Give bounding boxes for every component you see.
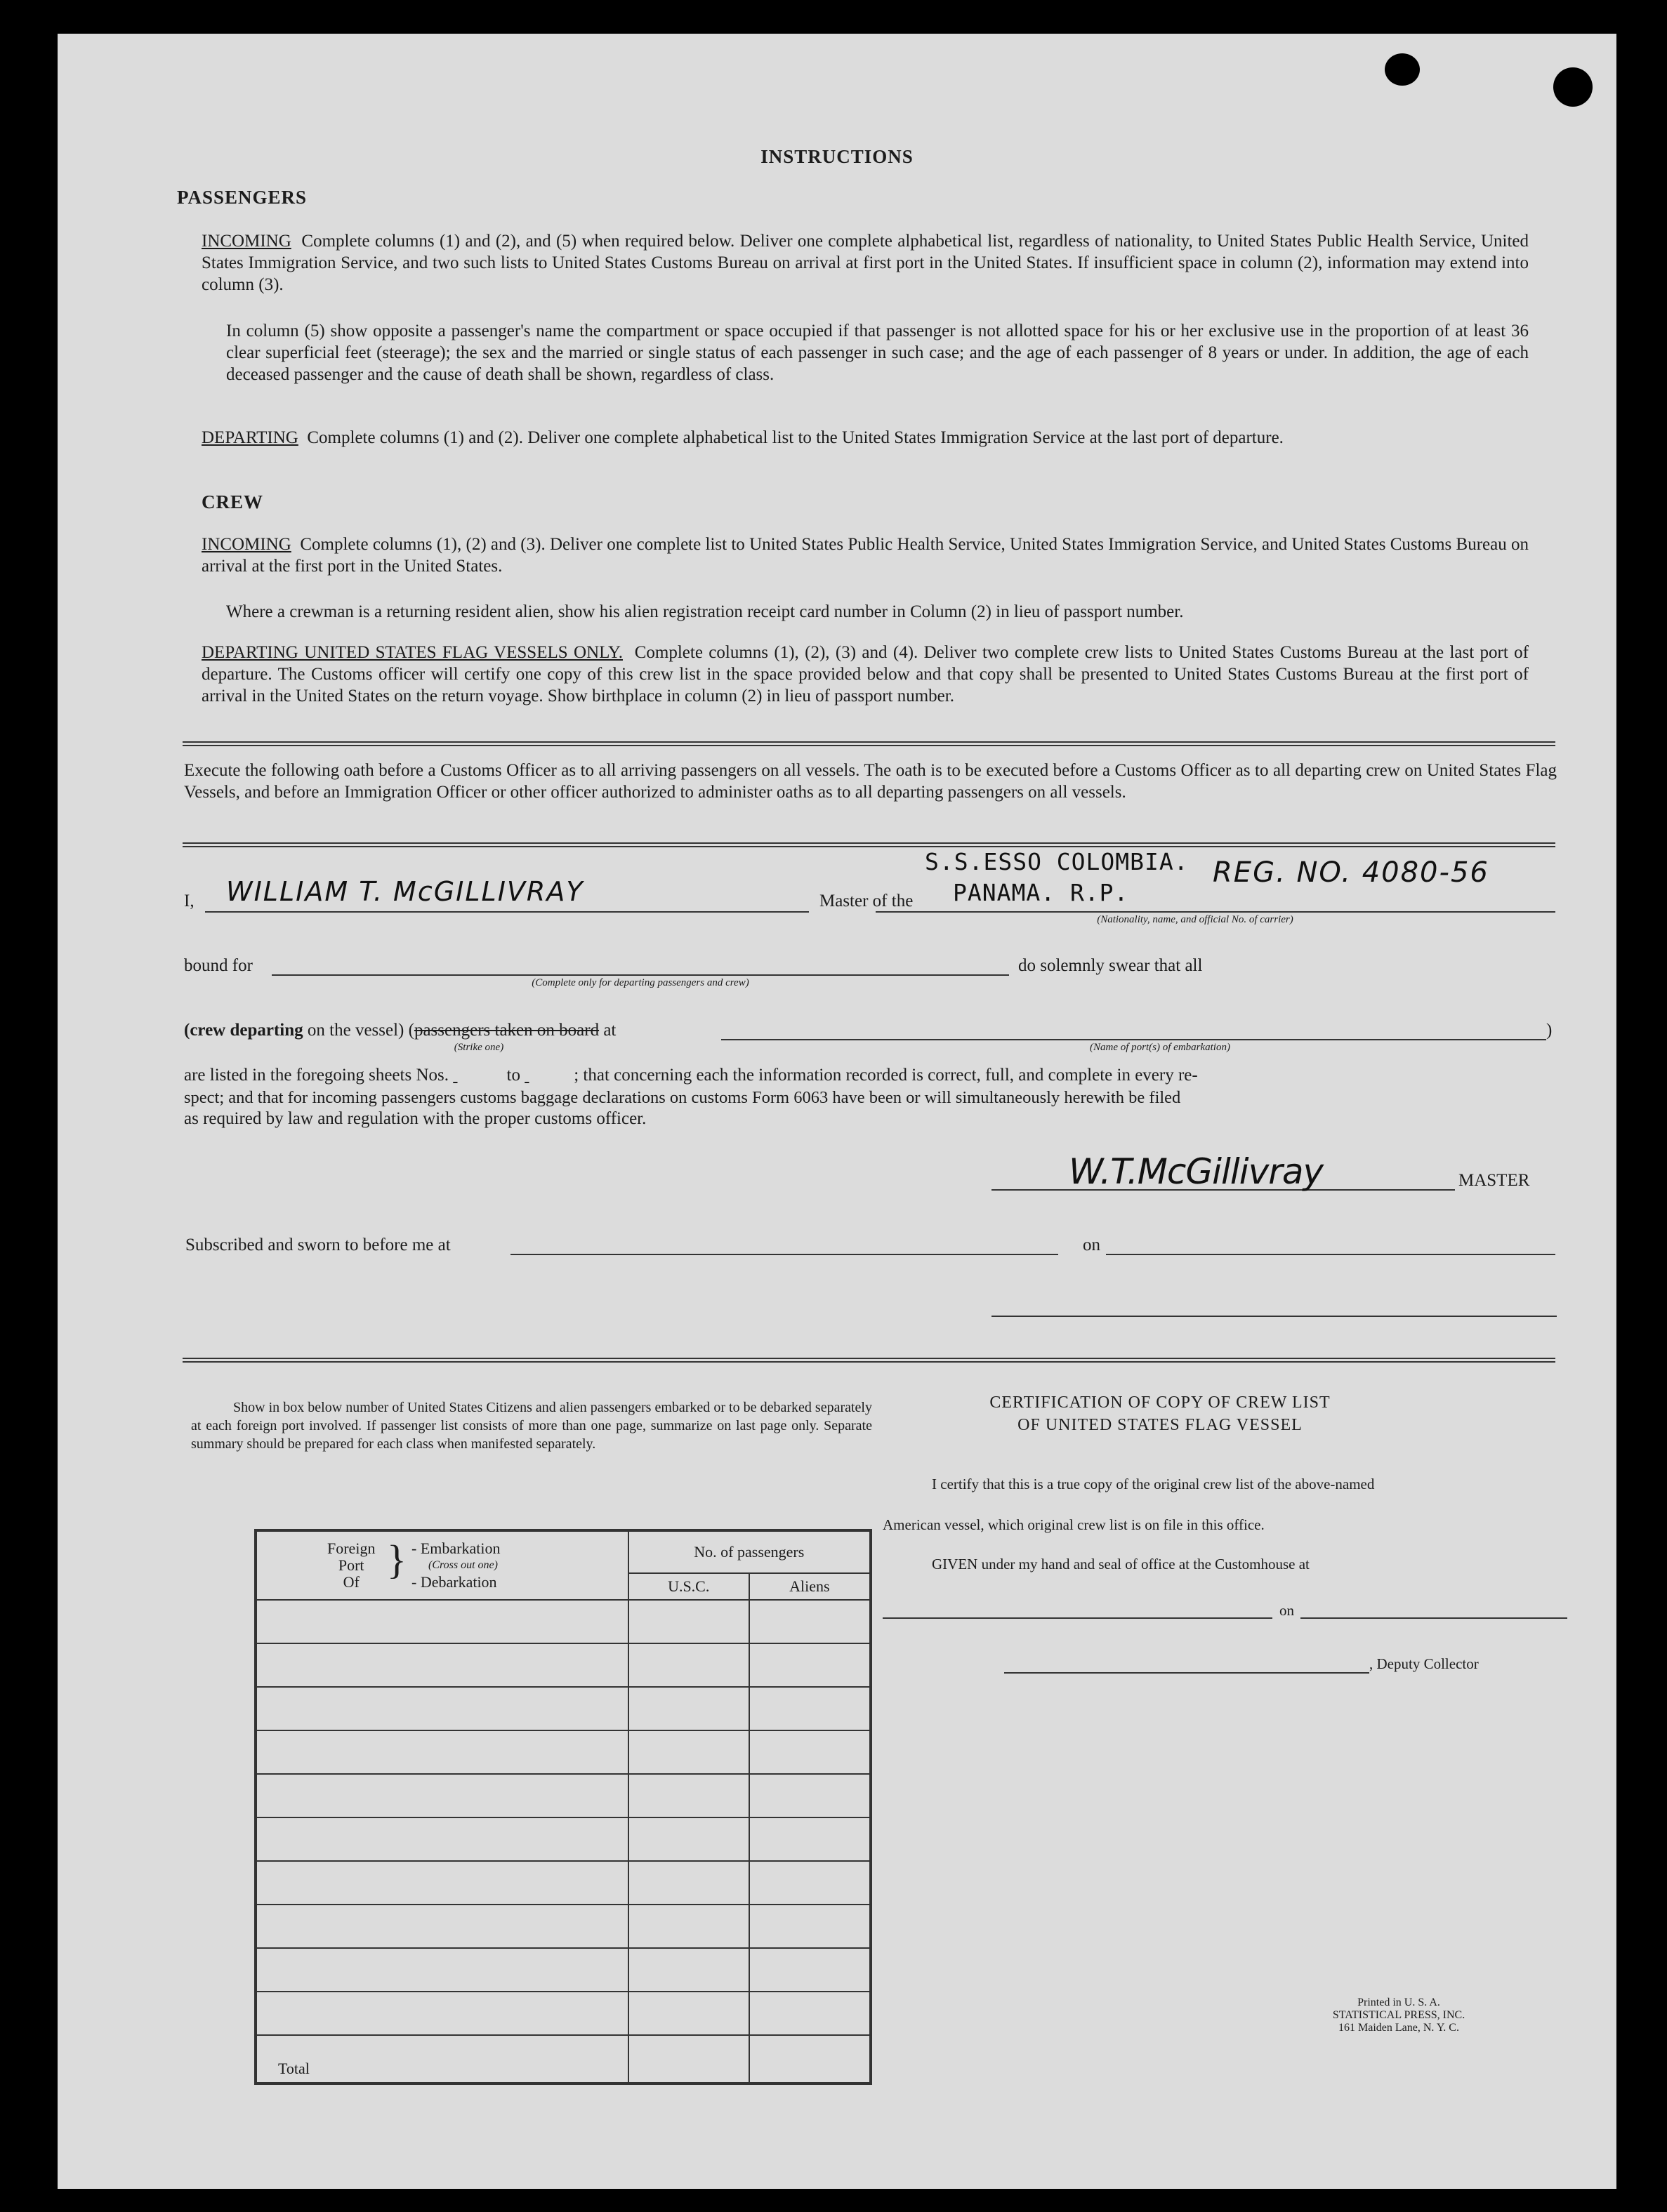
vessel-name[interactable]: S.S.ESSO COLOMBIA.	[925, 848, 1189, 875]
crew-resident: Where a crewman is a returning resident alien, show his alien registration receipt card number in Column (2) in lieu of passport number.	[226, 602, 1184, 621]
certification-on-label: on	[1279, 1602, 1294, 1619]
crew-departing	[202, 642, 1529, 707]
table-row	[256, 1730, 871, 1774]
listed-line1	[184, 1066, 1557, 1085]
certification-title	[900, 1391, 1420, 1436]
passengers-departing-text: Complete columns (1) and (2). Deliver one complete alphabetical list to the United States Immigration Service at the last port of departure.	[307, 428, 1284, 447]
master-name[interactable]: WILLIAM T. McGILLIVRAY	[226, 876, 584, 907]
listed-pre: are listed in the foregoing sheets Nos.	[184, 1066, 449, 1085]
passengers-struck: passengers taken on board	[414, 1021, 600, 1040]
customhouse-line	[883, 1617, 1272, 1619]
ports-line	[721, 1039, 1546, 1040]
swear-text: do solemnly swear that all	[1018, 956, 1203, 975]
ink-blot	[1553, 67, 1593, 107]
crew-heading: CREW	[202, 491, 264, 512]
bound-for-line	[272, 974, 1009, 976]
crew-departing-label: DEPARTING UNITED STATES FLAG VESSELS ONLY.	[202, 643, 623, 662]
deputy-signature-line	[1004, 1672, 1369, 1674]
printer-line1: Printed in U. S. A.	[1357, 1996, 1440, 2008]
table-row	[256, 1992, 871, 2035]
printer-line3: 161 Maiden Lane, N. Y. C.	[1338, 2022, 1459, 2034]
listed-post: ; that concerning each the information recorded is correct, full, and complete in every re-	[574, 1066, 1198, 1085]
certify-line2: American vessel, which original crew list is on file in this office.	[883, 1516, 1265, 1533]
strike-caption: (Strike one)	[454, 1042, 504, 1053]
divider	[183, 842, 1555, 847]
brace-icon: }	[387, 1537, 407, 1582]
certify-line1: I certify that this is a true copy of the original crew list of the above-named	[932, 1476, 1375, 1492]
crew-incoming-text: Complete columns (1), (2) and (3). Deliver one complete list to United States Public Health Service, United States Immigration Service, and United States Customs Bureau on arrival at the first port in the United States.	[202, 535, 1529, 576]
sheet-to[interactable]	[525, 1066, 574, 1085]
oath-intro: Execute the following oath before a Customs Officer as to all arriving passengers on all vessels. The oath is to be executed before a Customs Officer as to all departing crew on United States Flag Vessels, and before an Immigration Officer or other officer authorized to administer oaths as to all departing passengers on all vessels.	[184, 761, 1557, 802]
listed-line2: spect; and that for incoming passengers customs baggage declarations on customs Form 6063 have been or will simultaneously herewith be filed	[184, 1088, 1181, 1107]
table-row	[256, 1905, 871, 1948]
crew-incoming	[202, 534, 1529, 577]
passengers-departing-label: DEPARTING	[202, 428, 298, 447]
table-row	[256, 1687, 871, 1730]
embarkation-option[interactable]: - Embarkation	[411, 1539, 501, 1557]
master-name-line	[205, 911, 809, 913]
printer-line2: STATISTICAL PRESS, INC.	[1332, 2009, 1465, 2021]
table-row	[256, 1774, 871, 1817]
registration-number[interactable]: REG. NO. 4080-56	[1213, 856, 1489, 889]
listed-line3: as required by law and regulation with the proper customs officer.	[184, 1109, 647, 1128]
col-of: Of	[343, 1573, 360, 1591]
page-title: INSTRUCTIONS	[760, 146, 914, 167]
bound-for-label: bound for	[184, 956, 253, 975]
deputy-label: , Deputy Collector	[1369, 1655, 1479, 1672]
ink-blot	[1385, 53, 1420, 86]
certification-title-line2: OF UNITED STATES FLAG VESSEL	[1017, 1416, 1303, 1434]
table-row	[256, 1600, 871, 1643]
carrier-caption: (Nationality, name, and official No. of carrier)	[1097, 914, 1293, 925]
to-label: to	[506, 1066, 520, 1085]
col-port: Port	[338, 1556, 364, 1574]
subscribed-on-label: on	[1083, 1236, 1100, 1254]
passengers-departing	[202, 427, 1529, 449]
table-row	[256, 1861, 871, 1905]
crew-departing-text: Complete columns (1), (2), (3) and (4). Deliver two complete crew lists to United States Customs Bureau at the last port of departure. The Customs officer will certify one copy of this crew list in the space provided below and that copy shall be presented to United States Customs Bureau at the first port of arrival in the United States on the return voyage. Show birthplace in column (2) in lieu of passport number.	[202, 643, 1529, 706]
master-label: MASTER	[1458, 1171, 1530, 1190]
col-foreign: Foreign	[327, 1539, 376, 1557]
vessel-line	[876, 911, 1555, 913]
oath-i-label: I,	[184, 892, 195, 910]
at-label: at	[603, 1021, 617, 1040]
total-label: Total	[256, 2035, 628, 2084]
divider	[183, 741, 1555, 746]
divider	[183, 1358, 1555, 1363]
cross-out-note: (Cross out one)	[428, 1559, 498, 1571]
vessel-nationality[interactable]: PANAMA. R.P.	[953, 879, 1129, 906]
bound-for-caption: (Complete only for departing passengers and crew)	[532, 977, 749, 988]
table-row	[256, 1817, 871, 1861]
table-row	[256, 1948, 871, 1992]
passenger-summary-table	[254, 1529, 872, 2085]
master-of-label: Master of the	[819, 892, 914, 910]
passengers-incoming-text: Complete columns (1) and (2), and (5) when required below. Deliver one complete alphabetical list, regardless of nationality, to United States Public Health Service, United States Immigration Service, and two such lists to United States Customs Bureau on arrival at first port in the United States. If insufficient space in column (2), information may extend into column (3).	[202, 232, 1529, 294]
total-usc[interactable]	[628, 2035, 749, 2084]
certification-title-line1: CERTIFICATION OF COPY OF CREW LIST	[989, 1393, 1331, 1412]
passengers-column5: In column (5) show opposite a passenger's name the compartment or space occupied if that passenger is not allotted space for his or her exclusive use in the proportion of at least 36 clear superficial feet (steerage); the sex and the married or single status of each passenger in such case; and the age of each passenger of 8 years or under. In addition, the age of each deceased passenger and the cause of death shall be shown, regardless of class.	[226, 322, 1529, 384]
table-row	[256, 1643, 871, 1687]
on-vessel-label: on the vessel) (	[307, 1021, 414, 1040]
no-passengers-header: No. of passengers	[628, 1530, 871, 1573]
port-column-header	[256, 1530, 628, 1600]
total-row	[256, 2035, 871, 2084]
given-text: GIVEN under my hand and seal of office at the Customhouse at	[932, 1556, 1310, 1572]
aliens-header: Aliens	[749, 1573, 871, 1600]
ports-caption: (Name of port(s) of embarkation)	[1090, 1042, 1230, 1053]
passengers-incoming	[202, 230, 1529, 296]
subscribed-label: Subscribed and sworn to before me at	[185, 1236, 451, 1254]
crew-departing-line	[184, 1021, 616, 1040]
master-signature[interactable]: W.T.McGillivray	[1069, 1151, 1324, 1192]
passengers-heading: PASSENGERS	[177, 187, 308, 208]
subscribed-on-line	[1106, 1254, 1555, 1255]
sheet-from[interactable]	[453, 1066, 502, 1085]
passengers-incoming-label: INCOMING	[202, 232, 291, 251]
debarkation-option[interactable]: - Debarkation	[411, 1573, 497, 1591]
officer-signature-line	[991, 1316, 1557, 1317]
subscribed-at-line	[510, 1254, 1058, 1255]
form-page	[58, 34, 1616, 2189]
crew-departing-label: (crew departing	[184, 1021, 303, 1040]
certification-date-line	[1300, 1617, 1567, 1619]
printer-imprint	[1279, 1996, 1518, 2034]
total-aliens[interactable]	[749, 2035, 871, 2084]
close-paren: )	[1546, 1021, 1553, 1040]
usc-header: U.S.C.	[628, 1573, 749, 1600]
summary-intro: Show in box below number of United States Citizens and alien passengers embarked or to be debarked separately at each foreign port involved. If passenger list consists of more than one page, summarize on last page only. Separate summary should be prepared for each class when manifested separately.	[191, 1400, 872, 1452]
crew-incoming-label: INCOMING	[202, 535, 291, 554]
